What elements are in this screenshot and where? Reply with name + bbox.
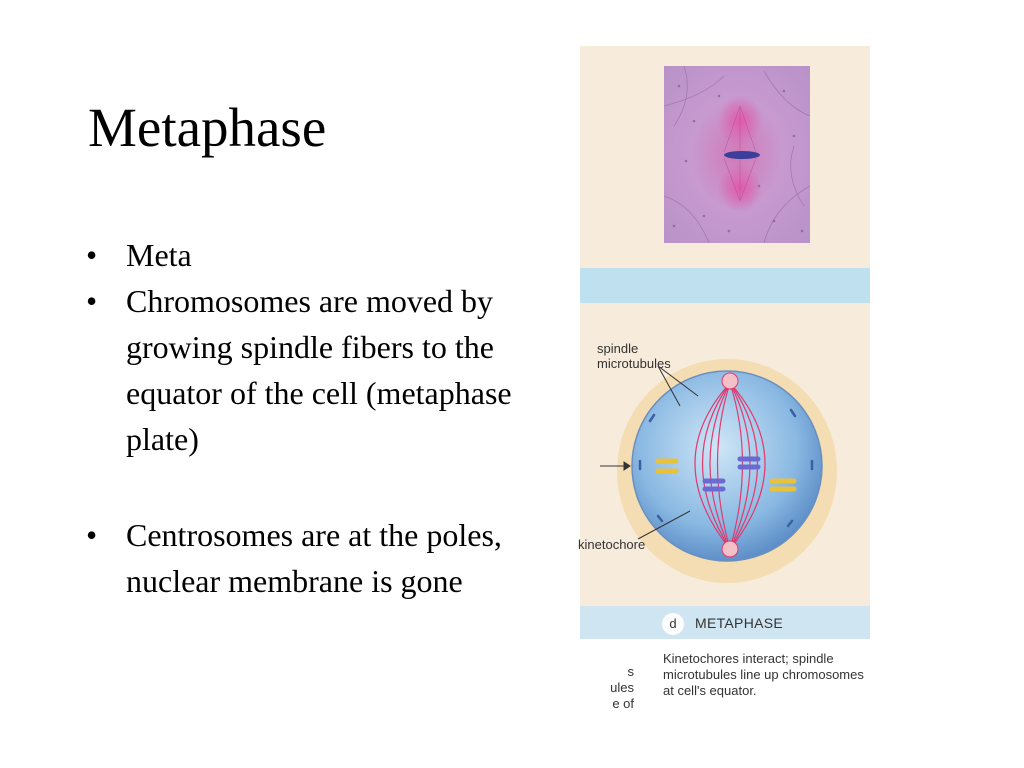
- figure-caption: Kinetochores interact; spindle microtubules line up chromosomes at cell's equator.: [663, 651, 864, 698]
- bullet-text: Chromosomes are moved by growing spindle fibers to the equator of the cell (metaphase plate): [126, 283, 512, 457]
- fragment-line: s: [627, 664, 634, 679]
- metaphase-figure: [580, 46, 870, 716]
- bullet-text: Meta: [126, 237, 192, 273]
- cropped-caption-fragment: [574, 664, 634, 712]
- bullet-list: [86, 232, 526, 604]
- spacer: [86, 462, 526, 512]
- fragment-line: ules: [610, 680, 634, 695]
- bullet-symbol: •: [86, 237, 98, 273]
- stage-name: METAPHASE: [695, 615, 784, 631]
- bullet-item: [86, 278, 526, 462]
- stage-letter-badge: d: [662, 613, 684, 635]
- bullet-item: [86, 512, 526, 604]
- spindle-microtubules-label: spindle microtubules: [597, 341, 671, 371]
- bullet-symbol: •: [86, 283, 98, 319]
- bullet-item: [86, 232, 526, 278]
- color-band: [580, 268, 870, 303]
- fragment-line: e of: [612, 696, 634, 711]
- slide-title: Metaphase: [88, 97, 327, 158]
- kinetochore-label: kinetochore: [578, 537, 646, 552]
- bullet-symbol: •: [86, 517, 98, 553]
- bullet-text: Centrosomes are at the poles, nuclear membrane is gone: [126, 517, 502, 599]
- micrograph-image: [664, 66, 810, 243]
